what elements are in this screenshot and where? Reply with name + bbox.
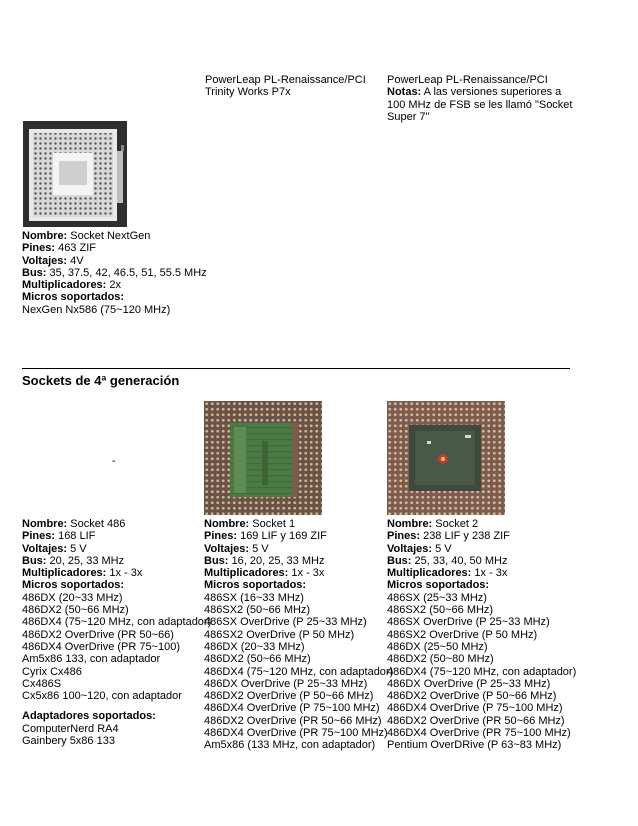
spec-micros-label — [22, 291, 207, 303]
micro-item: 486SX (25~33 MHz) — [387, 591, 487, 604]
spec-value: Socket NextGen — [67, 230, 151, 242]
micro-item: 486DX4 OverDrive (P 75~100 MHz) — [387, 702, 563, 715]
spec-label: Micros soportados: — [22, 579, 125, 592]
spec-label: Multiplicadores: — [204, 567, 289, 580]
spec-label: Micros soportados: — [204, 579, 307, 592]
spec-label: Pines: — [22, 530, 56, 543]
spec-value: 238 LIF y 238 ZIF — [420, 530, 510, 543]
micro-item: 486DX OverDrive (P 25~33 MHz) — [204, 677, 368, 690]
spec-mult — [22, 567, 211, 579]
spec-pines — [204, 530, 393, 542]
spec-voltajes — [22, 255, 207, 267]
spec-bus — [204, 555, 393, 567]
spec-mult — [22, 279, 207, 291]
spec-label: Bus: — [22, 554, 47, 567]
top-col-2-line: Trinity Works P7x — [205, 86, 291, 99]
spec-value: 25, 33, 40, 50 MHz — [411, 554, 508, 567]
spec-value: 1x - 3x — [106, 567, 143, 580]
spec-label: Nombre: — [204, 518, 250, 530]
spec-label: Pines: — [204, 530, 238, 543]
spec-value: 5 V — [67, 542, 87, 555]
micro-item: 486DX OverDrive (P 25~33 MHz) — [387, 677, 551, 690]
spec-label: Voltajes: — [387, 542, 433, 555]
spec-label: Micros soportados: — [22, 291, 125, 304]
micro-item: 486DX2 OverDrive (P 50~66 MHz) — [204, 690, 374, 703]
spec-label: Multiplicadores: — [387, 567, 472, 580]
spec-label: Nombre: — [22, 518, 68, 530]
spec-label: Pines: — [387, 530, 421, 543]
socket-2-specs — [387, 518, 576, 752]
spec-voltajes — [204, 543, 393, 555]
spec-label: Bus: — [387, 554, 412, 567]
spec-nombre — [22, 518, 211, 530]
spec-label: Voltajes: — [204, 542, 250, 555]
micro-item: 486SX OverDrive (P 25~33 MHz) — [387, 616, 550, 629]
micro-item: Cx486S — [22, 677, 62, 690]
micro-item: 486DX2 (50~66 MHz) — [22, 604, 129, 617]
spec-bus — [22, 267, 207, 279]
micro-item: 486SX (16~33 MHz) — [204, 591, 304, 604]
notes-text-line: 100 MHz de FSB se les llamó "Socket — [387, 98, 573, 111]
spec-value: 1x - 3x — [288, 567, 325, 580]
spec-value: 1x - 3x — [471, 567, 508, 580]
spec-mult — [387, 567, 576, 579]
spec-value: 463 ZIF — [55, 242, 96, 255]
spec-value: 35, 37.5, 42, 46.5, 51, 55.5 MHz — [46, 266, 207, 279]
micro-item: 486DX4 (75~120 MHz, con adaptador) — [204, 665, 394, 678]
micro-item: Am5x86 (133 MHz, con adaptador) — [204, 739, 376, 752]
micro-item: 486DX2 OverDrive (P 50~66 MHz) — [387, 690, 557, 703]
spec-value: 16, 20, 25, 33 MHz — [228, 554, 325, 567]
spec-value: 5 V — [432, 542, 452, 555]
spec-label: Micros soportados: — [387, 579, 490, 592]
micro-item: 486SX2 (50~66 MHz) — [387, 604, 494, 617]
socket-486-specs — [22, 518, 211, 747]
socket-1-specs — [204, 518, 393, 752]
micro-item: Am5x86 133, con adaptador — [22, 653, 161, 666]
spec-mult — [204, 567, 393, 579]
notes-text: A las versiones superiores a — [421, 86, 562, 99]
socket-1-image — [204, 401, 322, 515]
spec-value: Socket 1 — [249, 518, 296, 530]
nextgen-specs — [22, 230, 207, 316]
spec-label: Nombre: — [22, 230, 68, 242]
micro-item: 486DX2 OverDrive (PR 50~66 MHz) — [387, 714, 565, 727]
micro-item: 486SX OverDrive (P 25~33 MHz) — [204, 616, 367, 629]
spec-label: Multiplicadores: — [22, 567, 107, 580]
spec-value: Socket 486 — [67, 518, 126, 530]
adapter-item: Gainbery 5x86 133 — [22, 735, 115, 748]
micro-item: 486DX2 OverDrive (PR 50~66) — [22, 628, 174, 641]
spec-pines — [22, 242, 207, 254]
micro-item: 486DX2 (50~80 MHz) — [387, 653, 494, 666]
spec-label: Pines: — [22, 242, 56, 255]
micro-item: 486SX2 (50~66 MHz) — [204, 604, 311, 617]
spec-voltajes — [22, 543, 211, 555]
micro-item: 486DX4 OverDrive (PR 75~100 MHz) — [204, 727, 388, 740]
micro-item: 486DX4 OverDrive (PR 75~100 MHz) — [387, 727, 571, 740]
micro-item: Pentium OverDRive (P 63~83 MHz) — [387, 739, 562, 752]
spec-value: Socket 2 — [432, 518, 479, 530]
micro-item: 486DX4 OverDrive (P 75~100 MHz) — [204, 702, 380, 715]
section-title: Sockets de 4ª generación — [22, 373, 180, 388]
micro-item: 486DX2 OverDrive (PR 50~66 MHz) — [204, 714, 382, 727]
spec-value: 4V — [67, 254, 84, 267]
spec-label: Adaptadores soportados: — [22, 710, 156, 723]
micro-item: 486SX2 OverDrive (P 50 MHz) — [204, 628, 355, 641]
spec-micros-label — [387, 579, 576, 591]
micro-item: 486DX (20~33 MHz) — [22, 591, 123, 604]
spec-bus — [22, 555, 211, 567]
micro-item: 486DX (25~50 MHz) — [387, 640, 488, 653]
spec-pines — [387, 530, 576, 542]
spec-label: Nombre: — [387, 518, 433, 530]
micro-item: NexGen Nx586 (75~120 MHz) — [22, 303, 171, 316]
micro-item: 486DX4 OverDrive (PR 75~100) — [22, 640, 181, 653]
spec-value: 5 V — [249, 542, 269, 555]
top-col-3-notes — [387, 86, 572, 98]
spec-micros-label — [22, 579, 211, 591]
micro-item: 486DX4 (75~120 MHz, con adaptador) — [387, 665, 577, 678]
spec-nombre — [387, 518, 576, 530]
placeholder-dash: - — [112, 455, 116, 467]
micro-item: Cyrix Cx486 — [22, 665, 82, 678]
spec-value: 2x — [106, 279, 122, 292]
micro-item: 486DX2 (50~66 MHz) — [204, 653, 311, 666]
micro-item: 486SX2 OverDrive (P 50 MHz) — [387, 628, 538, 641]
spec-adapt-label — [22, 710, 211, 722]
spec-label: Voltajes: — [22, 254, 68, 267]
notes-label: Notas: — [387, 86, 422, 99]
top-col-3-line: PowerLeap PL-Renaissance/PCI — [387, 74, 548, 86]
spec-label: Bus: — [22, 266, 47, 279]
micro-item: Cx5x86 100~120, con adaptador — [22, 690, 182, 703]
spec-micros-label — [204, 579, 393, 591]
notes-text-line: Super 7" — [387, 110, 430, 123]
top-col-3 — [387, 74, 572, 123]
spec-value: 169 LIF y 169 ZIF — [237, 530, 327, 543]
micro-item: 486DX4 (75~120 MHz, con adaptador) — [22, 616, 212, 629]
spec-bus — [387, 555, 576, 567]
top-col-2 — [205, 74, 366, 99]
spec-pines — [22, 530, 211, 542]
top-col-2-line: PowerLeap PL-Renaissance/PCI — [205, 74, 366, 86]
adapter-item: ComputerNerd RA4 — [22, 722, 119, 735]
spec-nombre — [22, 230, 207, 242]
socket-nextgen-image — [23, 121, 127, 227]
micro-item: 486DX (20~33 MHz) — [204, 640, 305, 653]
spec-nombre — [204, 518, 393, 530]
spec-label: Bus: — [204, 554, 229, 567]
socket-2-image — [387, 401, 505, 515]
spec-value: 168 LIF — [55, 530, 96, 543]
section-divider — [22, 368, 570, 369]
spec-voltajes — [387, 543, 576, 555]
spec-value: 20, 25, 33 MHz — [46, 554, 125, 567]
spec-label: Voltajes: — [22, 542, 68, 555]
spec-label: Multiplicadores: — [22, 279, 107, 292]
